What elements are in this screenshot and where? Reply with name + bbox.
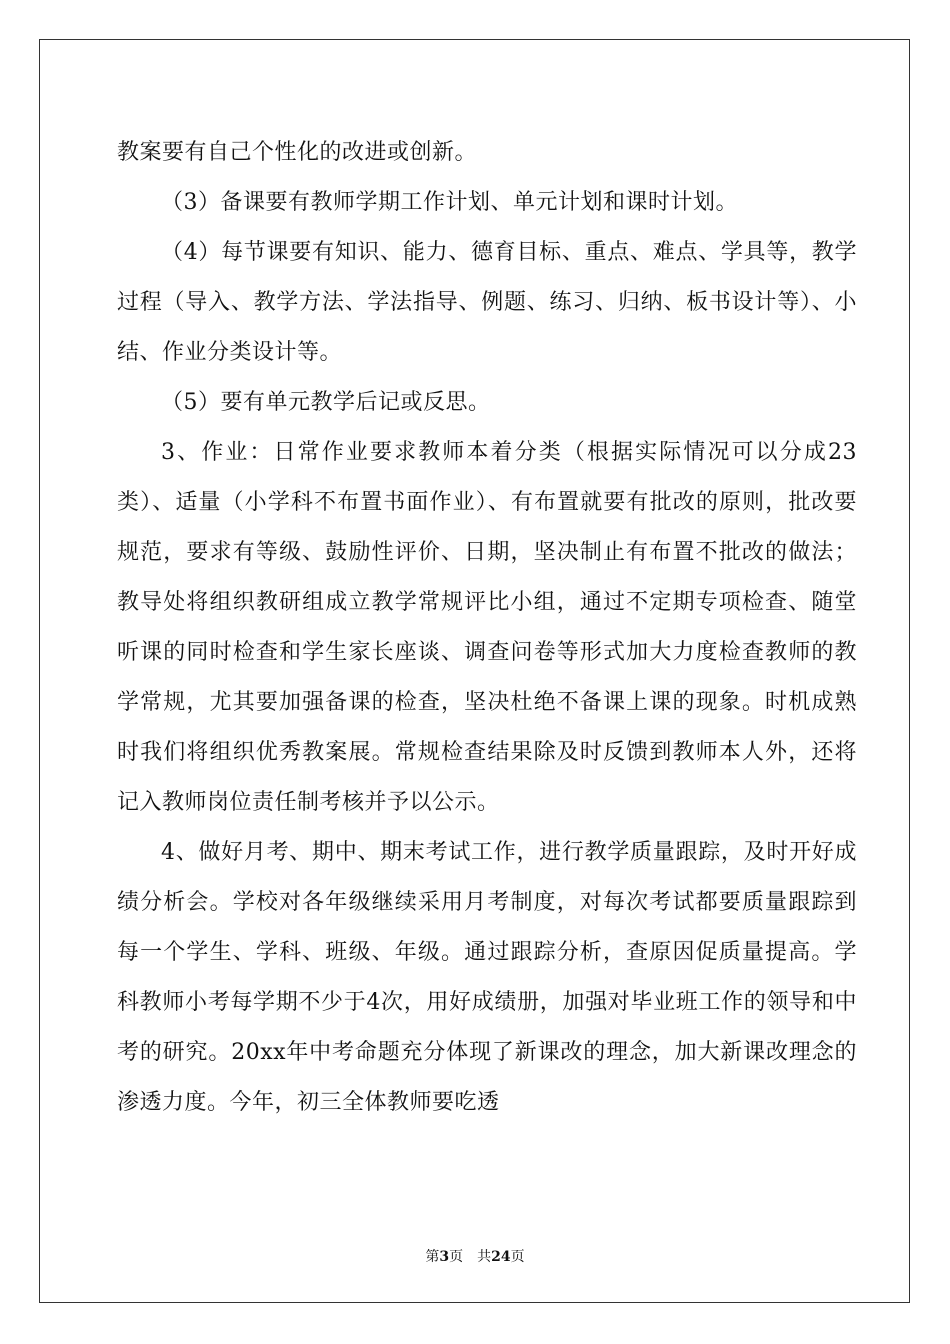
paragraph-item-5: （5）要有单元教学后记或反思。 [161,390,491,415]
paragraph-item-3: （3）备课要有教师学期工作计划、单元计划和课时计划。 [161,190,738,215]
paragraph-continuation: 教案要有自己个性化的改进或创新。 [117,140,478,165]
current-page-number: 3 [439,1249,450,1265]
paragraph-exams: 4、做好月考、期中、期末考试工作，进行教学质量跟踪，及时开好成绩分析会。学校对各年级继续采用月考制度，对每次考试都要质量跟踪到每一个学生、学科、班级、年级。通过跟踪分析，查原因促质量提高。学科教师小考每学期不少于4次，用好成绩册，加强对毕业班工作的领导和中考的研究。20xx年中考命题充分体现了新课改的理念，加大新课改理念的渗透力度。今年，初三全体教师要吃透 [117,840,857,1115]
page-prefix: 第 [425,1249,440,1265]
paragraph-homework: 3、作业：日常作业要求教师本着分类（根据实际情况可以分成23类）、适量（小学科不布置书面作业）、有布置就要有批改的原则，批改要规范，要求有等级、鼓励性评价、日期，坚决制止有布置不批改的做法；教导处将组织教研组成立教学常规评比小组，通过不定期专项检查、随堂听课的同时检查和学生家长座谈、调查问卷等形式加大力度检查教师的教学常规，尤其要加强备课的检查，坚决杜绝不备课上课的现象。时机成熟时我们将组织优秀教案展。常规检查结果除及时反馈到教师本人外，还将记入教师岗位责任制考核并予以公示。 [117,440,857,815]
page-footer [0,1246,950,1266]
paragraph-item-4: （4）每节课要有知识、能力、德育目标、重点、难点、学具等，教学过程（导入、教学方法、学法指导、例题、练习、归纳、板书设计等）、小结、作业分类设计等。 [117,240,857,365]
total-prefix: 共 [477,1249,492,1265]
total-suffix: 页 [510,1249,525,1265]
page-suffix: 页 [449,1249,464,1265]
document-body [117,128,857,1128]
total-page-count: 24 [491,1249,511,1265]
